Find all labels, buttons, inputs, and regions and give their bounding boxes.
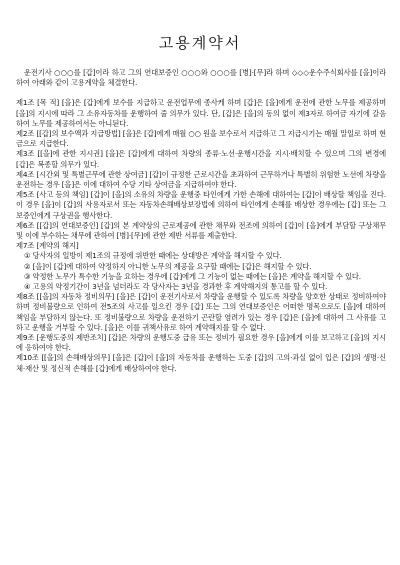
article-7-item-2: ② [을]이 [갑]에 대하여 약정하지 아니한 노무의 제공을 요구할 때에는 [갑]은 해지할 수 있다. xyxy=(24,261,312,271)
article-5: 제5조 [사고 등의 책임] [갑]이 [을]의 소유의 차량을 운행중 타인에게 가한 손해에 대하여는 [갑]이 배상할 책임을 진다. 이 경우 [을]이 [갑]의 사용자로서 또는 자동차손해배상보장법에 의하여 타인에게 손해를 배상한 경우에는 [갑] 또는 그 보증인에게 구상권을 행사한다. xyxy=(16,190,386,220)
article-8: 제8조 [[을]의 자동차 정비의무] [을]은 [갑]이 운전기사로서 차량을 운행할 수 있도록 차량을 양호한 상태로 정비하여야 하며 정비불량으로 인하여 전5조의 사고를 일으킨 경우 [갑] 또는 그의 연대보증인은 어떠한 명목으로도 [을]에 대하여 책임을 부담하지 않는다. 또 정비불량으로 차량을 운전하기 곤란할 염려가 있는 경우 [갑]은 [을]에 대하여 그 사유를 고하고 운행을 거부할 수 있다. [을]은 이를 귀책사유로 하여 계약해지를 할 수 없다. xyxy=(16,292,386,332)
article-7-heading: 제7조 [계약의 해지] xyxy=(16,241,79,251)
article-4: 제4조 [시간외 및 특별근무에 관한 상여금] [갑]이 규정한 근로시간을 초과하여 근무하거나 특별히 위험한 노선에 차량을 운전하는 경우 [을]은 이에 대하여 수당 기타 상여금을 지급하여야 한다. xyxy=(16,169,386,190)
article-6: 제6조 [[갑]의 연대보증인] [갑]의 본 계약상의 근로제공에 관한 채무와 전조에 의하여 [갑]이 [을]에게 부담할 구상채무 및 이에 부수하는 채무에 관하여 [병]·[무]에 관한 제반 서류를 제출한다. xyxy=(16,220,386,241)
article-10: 제10조 [[을]의 손해배상의무] [을]은 [갑]이 [을]의 자동차를 운행하는 도중 [갑]의 고의·과실 없이 입은 [갑]의 생명·신체·재산 및 정신적 손해를 [갑]에게 배상하여야 한다. xyxy=(16,353,386,373)
article-2: 제2조 [[갑]의 보수액과 지급방법] [을]은 [갑]에게 매월 ○○ 원을 보수로서 지급하고 그 지급시기는 매월 말일로 하며 현금으로 지급한다. xyxy=(16,129,386,149)
article-7-item-1: ① 당사자의 일방이 제1조의 규정에 위반한 때에는 상대방은 계약을 해지할 수 있다. xyxy=(24,251,282,261)
document-title: 고용계약서 xyxy=(158,34,242,52)
intro-paragraph: 운전기사 ○○○를 [갑]이라 하고 그의 연대보증인 ○○○와 ○○○를 [병]·[무]라 하며 ◇◇◇운수주식회사를 [을]이라 하여 아래와 같이 고용계약을 체결한다. xyxy=(16,68,386,88)
document-body xyxy=(16,68,386,374)
article-7-item-4: ④ 고용의 약정기간이 3년을 넘더라도 각 당사자는 3년을 경과한 후 계약해지의 통고를 할 수 있다. xyxy=(24,282,328,292)
article-9: 제9조 [운행도중의 제반조치] [갑]은 차량의 운행도중 급유 또는 정비가 필요한 경우 [을]에게 이를 보고하고 [을]의 지시에 응하여야 한다. xyxy=(16,333,386,353)
article-1: 제1조 [목 적] [을]은 [갑]에게 보수를 지급하고 운전업무에 종사케 하며 [갑]은 [을]에게 운전에 관한 노무를 제공하며 [을]의 지시에 따라 그 소유자동차를 운행하여 줄 의무가 있다. 단, [갑]은 [을]의 동의 없이 제3자로 하여금 자기에 갈음하여 노무를 제공하여서는 아니된다. xyxy=(16,98,386,128)
article-7-item-3: ③ 약정한 노무가 특수한 기능을 요하는 경우에 [갑]에게 그 기능이 없는 때에는 [을]은 계약을 해지할 수 있다. xyxy=(24,271,361,281)
article-3: 제3조 [[을]에 관한 지시권] [을]은 [갑]에게 대하여 차량의 종류·노선·운행시간을 지시·배치할 수 있으며 그의 변경에 [갑]은 복종할 의무가 있다. xyxy=(16,149,386,169)
